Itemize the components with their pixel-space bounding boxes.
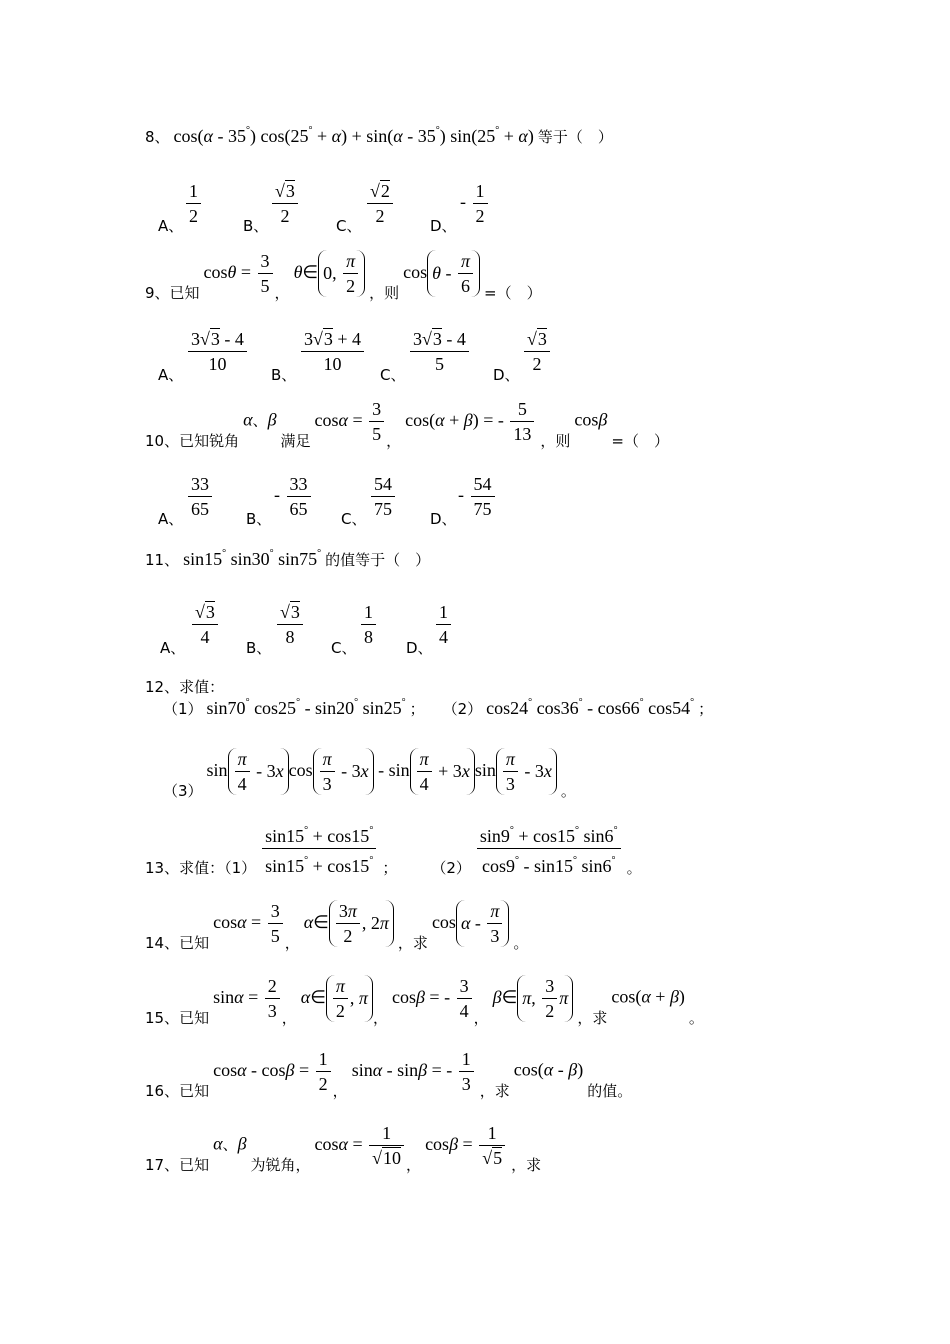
q17-stem: 17、已知 α、β 为锐角， cosα = $\frac{1}{√10}$ ， cosβ = $\frac{1}{√5}$ ，求 (145, 1123, 542, 1174)
q15-stem: 15、已知 sinα = $\frac{2}{3}$ ， α∈ $\frac{\pi}{2}$ , π， cosβ = - $\frac{3}{4}$ ， β∈ π, $\frac{3}{2}$ π ，求 cos(α + β) 。 (145, 976, 704, 1027)
q10-option-a-label: A、 (158, 510, 184, 528)
q10-angles: α (243, 409, 253, 430)
q17-number: 17、已知 (145, 1155, 210, 1174)
q15-alpha-interval: α∈ $\frac{\pi}{2}$ , π (301, 987, 373, 1007)
q8-tail: 等于（ ） (537, 128, 613, 146)
q9-then: ，则 (369, 283, 400, 302)
q15-given-cos: cosβ = - $\frac{3}{4}$ (392, 987, 474, 1007)
q14-target: cos α - $\frac{\pi}{3}$ (432, 912, 509, 932)
q9-given-interval: θ∈ 0, $\frac{\pi}{2}$ (294, 262, 366, 282)
q17-angles: α (213, 1133, 223, 1154)
q9-stem: 9、已知 cosθ = $\frac{3}{5}$ ， θ∈ 0, $\frac{\pi}{2}$ ，则 cos θ - $\frac{\pi}{6}$ =（ ） (145, 251, 542, 302)
q13-part2-label: （2） (431, 858, 471, 877)
q10-given-cos-sum: cos(α + β) = - $\frac{5}{13}$ (405, 410, 536, 430)
q15-beta-interval: β∈ π, $\frac{3}{2}$ π (493, 987, 574, 1007)
q9-number: 9、已知 (145, 283, 200, 302)
q9-given-cos: cosθ = $\frac{3}{5}$ (204, 262, 275, 282)
q17-acute: 为锐角， (250, 1155, 311, 1174)
q8-option-d: - $\frac{1}{2}$ (460, 180, 490, 227)
q16-target: cos(α - β) (513, 1059, 584, 1080)
q11-option-c: $\frac{1}{8}$ (359, 601, 378, 648)
q12-part2-label: （2） (442, 700, 483, 718)
q8-number: 8、 (145, 128, 170, 146)
q8-option-a-label: A、 (158, 217, 184, 235)
q16-given-sin-diff: sinα - sinβ = - $\frac{1}{3}$ (352, 1060, 476, 1080)
q13-stem: 13、求值：（1） $\frac{\sin 15^\circ + \cos 15^\circ}{\sin 15^\circ + \cos 15^\circ}$ ； （2） $\frac{\sin 9^\circ + \cos 15^\circ \sin 6^\circ}{\cos 9^\circ - \sin 15^\circ \sin 6^\circ}$ 。 (145, 820, 642, 877)
q9-option-c: $\frac{3√3 - 4}{5}$ (408, 328, 471, 375)
q12-part1-label: （1） (163, 700, 203, 718)
q8-option-a: $\frac{1}{2}$ (184, 180, 203, 227)
q8-option-c-label: C、 (336, 217, 362, 235)
q10-target: cosβ (574, 409, 608, 430)
q10-option-a: $\frac{33}{65}$ (186, 473, 214, 520)
q12-part2-expression: cos24° cos36° - cos66° cos54° (486, 697, 695, 718)
q15-number: 15、已知 (145, 1008, 210, 1027)
q11-option-b: $\frac{√3}{8}$ (275, 601, 305, 648)
q13-part1-expression: $\frac{\sin 15^\circ + \cos 15^\circ}{\sin 15^\circ + \cos 15^\circ}$ (260, 837, 378, 857)
q10-option-c: $\frac{54}{75}$ (369, 473, 397, 520)
q12-part1-2: （1） sin70° cos25° - sin20° sin25° ； （2） cos24° cos36° - cos66° cos54° ； (163, 697, 714, 718)
q14-number: 14、已知 (145, 933, 210, 952)
q11-option-c-label: C、 (331, 639, 357, 657)
q14-stem: 14、已知 cosα = $\frac{3}{5}$ ， α∈ $\frac{3\pi}{2}$ , 2π ，求 cos α - $\frac{\pi}{3}$ 。 (145, 901, 529, 952)
q16-ask: ，求 (479, 1081, 510, 1100)
q11-option-d-label: D、 (406, 639, 433, 657)
q16-number: 16、已知 (145, 1081, 210, 1100)
q14-given-cos: cosα = $\frac{3}{5}$ (213, 912, 285, 932)
q12-part3: （3） sin $\frac{\pi}{4}$ - 3x cos $\frac{\pi}{3}$ - 3x - sin $\frac{\pi}{4}$ + 3x sin $\frac{\pi}{3}$ - 3x 。 (163, 749, 576, 800)
q12-part3-label: （3） (163, 781, 203, 800)
q11-number: 11、 (145, 551, 180, 569)
q10-number: 10、已知锐角 (145, 431, 240, 450)
q10-option-c-label: C、 (341, 510, 367, 528)
q17-given-cos-alpha: cosα = $\frac{1}{√10}$ (315, 1134, 407, 1154)
q11-stem (145, 548, 430, 570)
q8-option-b-label: B、 (243, 217, 269, 235)
q16-stem: 16、已知 cosα - cosβ = $\frac{1}{2}$ ， sinα - sinβ = - $\frac{1}{3}$ ，求 cos(α - β) 的值。 (145, 1049, 633, 1100)
q15-ask: ，求 (577, 1008, 608, 1027)
q9-option-a: $\frac{3√3 - 4}{10}$ (186, 328, 249, 375)
q10-stem: 10、已知锐角 α、β 满足 cosα = $\frac{3}{5}$ ， cos(α + β) = - $\frac{5}{13}$ ，则 cosβ =（ ） (145, 399, 669, 450)
q14-given-interval: α∈ $\frac{3\pi}{2}$ , 2π (304, 912, 394, 932)
q17-ask: ，求 (511, 1155, 542, 1174)
q15-given-sin: sinα = $\frac{2}{3}$ (213, 987, 282, 1007)
q8-stem (145, 125, 613, 147)
q9-tail: =（ ） (484, 283, 542, 302)
q8-expression: cos(α - 35°) cos(25° + α) + sin(α - 35°) sin(25° + α) (173, 125, 534, 146)
q11-option-a-label: A、 (160, 639, 186, 657)
q13-part2-expression: $\frac{\sin 9^\circ + \cos 15^\circ \sin 6^\circ}{\cos 9^\circ - \sin 15^\circ \sin 6^\circ}$ (475, 837, 623, 857)
q12-part1-expression: sin70° cos25° - sin20° sin25° (206, 697, 406, 718)
q11-option-d: $\frac{1}{4}$ (434, 601, 453, 648)
q10-option-d-label: D、 (430, 510, 457, 528)
q8-option-c: $\frac{√2}{2}$ (365, 180, 395, 227)
q10-satisfies: 满足 (280, 431, 311, 450)
q9-option-a-label: A、 (158, 366, 184, 384)
q11-expression: sin15° sin30° sin75° (183, 548, 322, 569)
q11-option-b-label: B、 (246, 639, 272, 657)
q8-option-b: $\frac{√3}{2}$ (270, 180, 300, 227)
q8-option-d-label: D、 (430, 217, 457, 235)
q14-ask: ，求 (397, 933, 428, 952)
q9-option-c-label: C、 (380, 366, 406, 384)
q11-option-a: $\frac{√3}{4}$ (190, 601, 220, 648)
q11-tail: 的值等于（ ） (325, 551, 431, 569)
q12-number: 12、求值： (145, 678, 225, 696)
q9-option-b-label: B、 (271, 366, 297, 384)
q10-then: ，则 (540, 431, 571, 450)
q9-option-b: $\frac{3√3 + 4}{10}$ (299, 328, 366, 375)
q9-target: cos θ - $\frac{\pi}{6}$ (403, 262, 480, 282)
q10-option-b-label: B、 (246, 510, 272, 528)
q10-given-cos-alpha: cosα = $\frac{3}{5}$ (315, 410, 387, 430)
q16-given-cos-diff: cosα - cosβ = $\frac{1}{2}$ (213, 1060, 333, 1080)
q10-tail: =（ ） (611, 431, 669, 450)
q13-part1-label: 13、求值：（1） (145, 858, 257, 877)
q9-option-d: $\frac{√3}{2}$ (522, 328, 552, 375)
q15-target: cos(α + β) (611, 986, 685, 1007)
q9-option-d-label: D、 (493, 366, 520, 384)
q10-option-b: - $\frac{33}{65}$ (274, 473, 313, 520)
q17-given-cos-beta: cosβ = $\frac{1}{√5}$ (425, 1134, 507, 1154)
q10-option-d: - $\frac{54}{75}$ (458, 473, 497, 520)
q12-part3-expression: sin $\frac{\pi}{4}$ - 3x cos $\frac{\pi}{3}$ - 3x - sin $\frac{\pi}{4}$ + 3x sin $\frac{\pi}{3}$ - 3x (207, 760, 557, 780)
